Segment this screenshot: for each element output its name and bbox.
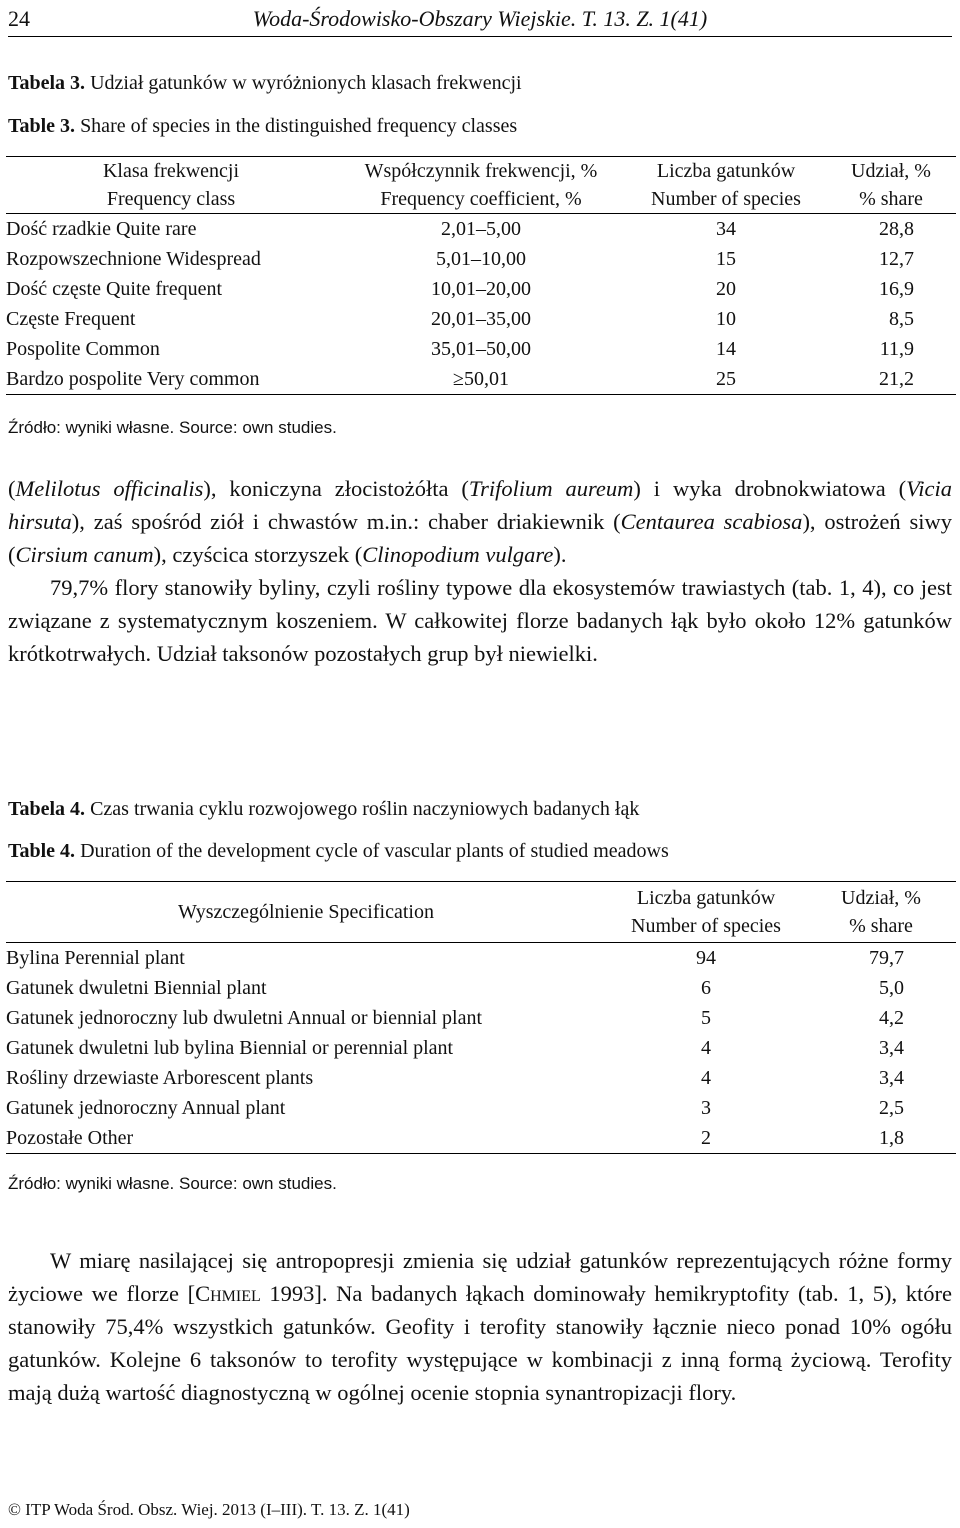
table-row [6, 304, 956, 334]
table-row [6, 1123, 956, 1154]
text-run: W miarę nasilającej się antropopresji zmienia się udział gatunków reprezentujących różne formy życiowe we florze [ [8, 1248, 952, 1306]
cell-species: 10 [716, 308, 736, 330]
species-name: Trifolium aureum [468, 476, 634, 501]
cell-species: 4 [701, 1067, 711, 1089]
species-name: Vicia hirsuta [8, 476, 952, 534]
species-name: Melilotus officinalis [15, 476, 204, 501]
cell-species: 34 [716, 218, 736, 240]
cell-share: 21,2 [826, 364, 956, 395]
cell-spec: Gatunek dwuletni Biennial plant [6, 977, 267, 999]
table4-header-share [806, 882, 956, 943]
text-run: ) i wyka drobnokwiatowa ( [633, 476, 907, 501]
cell-share: 79,7 [869, 947, 904, 969]
table4-header-spec: Wyszczególnienie Specification [6, 882, 606, 943]
table4-label-en: Table 4. [8, 840, 76, 862]
text-run: ), zaś spośród ziół i chwastów m.in.: chaber driakiewnik ( [71, 509, 621, 534]
cell-species: 25 [626, 364, 826, 395]
table-row [6, 973, 956, 1003]
cell-coef: 2,01–5,00 [441, 218, 521, 240]
text-run: ( [8, 476, 16, 501]
cell-share: 3,4 [879, 1037, 904, 1059]
cell-class: Dość rzadkie Quite rare [6, 218, 197, 240]
cell-share: 16,9 [879, 278, 914, 300]
paragraph-life-forms [8, 1244, 952, 1409]
cell-spec: Gatunek jednoroczny Annual plant [6, 1097, 286, 1119]
table3-header-coef [336, 157, 626, 214]
table3 [6, 156, 956, 395]
header-text: % share [849, 915, 913, 937]
table3-caption-pl [8, 72, 522, 95]
table4 [6, 881, 956, 1154]
cell-spec: Gatunek dwuletni lub bylina Biennial or perennial plant [6, 1037, 454, 1059]
running-header [8, 4, 952, 37]
table-row [6, 334, 956, 364]
table-row [6, 1063, 956, 1093]
table3-title-pl: Udział gatunków w wyróżnionych klasach frekwencji [90, 72, 522, 94]
cell-coef: 20,01–35,00 [431, 308, 531, 330]
table3-header-share [826, 157, 956, 214]
text-run: ), koniczyna złocistożółta ( [203, 476, 469, 501]
paragraph-species [8, 472, 952, 670]
table-row [6, 1033, 956, 1063]
table-row [6, 943, 956, 974]
table3-header-row [6, 157, 956, 214]
header-text: Współczynnik frekwencji, % [364, 160, 598, 182]
header-text: Klasa frekwencji [102, 160, 240, 182]
cell-species: 4 [701, 1037, 711, 1059]
cell-species: 94 [696, 947, 716, 969]
species-name: Cirsium canum [15, 542, 154, 567]
cell-share: 4,2 [879, 1007, 904, 1029]
cell-share: 28,8 [879, 218, 914, 240]
header-text: Udział, % [841, 887, 921, 909]
species-name: Centaurea scabiosa [620, 509, 803, 534]
table4-source: Źródło: wyniki własne. Source: own studies. [8, 1174, 337, 1193]
cell-share: 1,8 [806, 1123, 956, 1154]
text-run: ), ostrożeń siwy ( [8, 509, 952, 567]
header-text: Frequency coefficient, % [380, 188, 582, 210]
table4-label-pl: Tabela 4. [8, 798, 86, 820]
cell-class: Pospolite Common [6, 338, 160, 360]
cell-class: Rozpowszechnione Widespread [6, 248, 261, 270]
table3-header-class [6, 157, 336, 214]
cell-share: 8,5 [889, 308, 914, 330]
table3-label-pl: Tabela 3. [8, 72, 86, 94]
table4-title-en: Duration of the development cycle of vascular plants of studied meadows [80, 840, 669, 862]
table4-caption-en [8, 840, 669, 863]
table3-header-species [626, 157, 826, 214]
cell-spec: Gatunek jednoroczny lub dwuletni Annual or biennial plant [6, 1007, 482, 1029]
cell-species: 3 [701, 1097, 711, 1119]
species-name: Clinopodium vulgare [362, 542, 554, 567]
copyright-footer: © ITP Woda Środ. Obsz. Wiej. 2013 (I–III). T. 13. Z. 1(41) [8, 1500, 410, 1519]
cell-spec: Bylina Perennial plant [6, 947, 185, 969]
cell-species: 5 [701, 1007, 711, 1029]
cell-share: 11,9 [879, 338, 914, 360]
table4-header-row [6, 882, 956, 943]
table-row [6, 1093, 956, 1123]
table4-title-pl: Czas trwania cyklu rozwojowego roślin naczyniowych badanych łąk [90, 798, 640, 820]
table-row [6, 244, 956, 274]
cell-species: 14 [716, 338, 736, 360]
paragraph-species-text [8, 472, 952, 571]
table3-label-en: Table 3. [8, 115, 76, 137]
cell-share: 2,5 [879, 1097, 904, 1119]
cell-share: 5,0 [879, 977, 904, 999]
table4-header-species [606, 882, 806, 943]
page-number: 24 [8, 6, 30, 31]
cell-species: 2 [606, 1123, 806, 1154]
table-row [6, 1003, 956, 1033]
header-text: % share [859, 188, 923, 210]
journal-title: Woda-Środowisko-Obszary Wiejskie. T. 13. Z. 1(41) [252, 6, 708, 31]
cell-class: Dość częste Quite frequent [6, 278, 223, 300]
table3-title-en: Share of species in the distinguished frequency classes [80, 115, 518, 137]
header-text: Number of species [631, 915, 781, 937]
header-text: Liczba gatunków [656, 160, 796, 182]
cell-spec: Rośliny drzewiaste Arborescent plants [6, 1067, 314, 1089]
paragraph-perennials: 79,7% flory stanowiły byliny, czyli rośliny typowe dla ekosystemów trawiastych (tab. 1, 4), co jest związane z systematycznym koszeniem. W całkowitej florze badanych łąk było około 12% gatunków krótkotrwałych. Udział taksonów pozostałych grup był niewielki. [8, 575, 952, 666]
cell-share: 12,7 [879, 248, 914, 270]
cell-species: 15 [716, 248, 736, 270]
paragraph-life-forms-text [8, 1244, 952, 1409]
cell-coef: 10,01–20,00 [431, 278, 531, 300]
citation-author: Chmiel [195, 1281, 261, 1306]
table-row [6, 274, 956, 304]
table3-caption-en [8, 115, 517, 138]
table4-caption-pl [8, 798, 639, 821]
text-run: 1993]. Na badanych łąkach dominowały hemikryptofity (tab. 1, 5), które stanowiły 75,4% wszystkich gatunków. Geofity i terofity stanowiły łącznie nieco ponad 10% ogółu gatunków. Kolejne 6 taksonów to terofity występujące w kombinacji z inną formą życiową. Terofity mają dużą wartość diagnostyczną w ogólnej ocenie stopnia synantropizacji flory. [8, 1281, 952, 1405]
cell-coef: 35,01–50,00 [431, 338, 531, 360]
header-text: Frequency class [106, 188, 236, 210]
text-run: ), czyścica storzyszek ( [153, 542, 363, 567]
header-text: Number of species [651, 188, 801, 210]
cell-coef: 5,01–10,00 [436, 248, 526, 270]
table3-source: Źródło: wyniki własne. Source: own studies. [8, 418, 337, 437]
table-row [6, 364, 956, 395]
cell-species: 6 [701, 977, 711, 999]
text-run: ). [553, 542, 567, 567]
table-row [6, 214, 956, 245]
cell-share: 3,4 [879, 1067, 904, 1089]
header-text: Udział, % [851, 160, 931, 182]
cell-coef: ≥50,01 [336, 364, 626, 395]
cell-class: Bardzo pospolite Very common [6, 364, 336, 395]
cell-class: Częste Frequent [6, 308, 136, 330]
header-text: Liczba gatunków [636, 887, 776, 909]
cell-species: 20 [716, 278, 736, 300]
cell-spec: Pozostałe Other [6, 1123, 606, 1154]
